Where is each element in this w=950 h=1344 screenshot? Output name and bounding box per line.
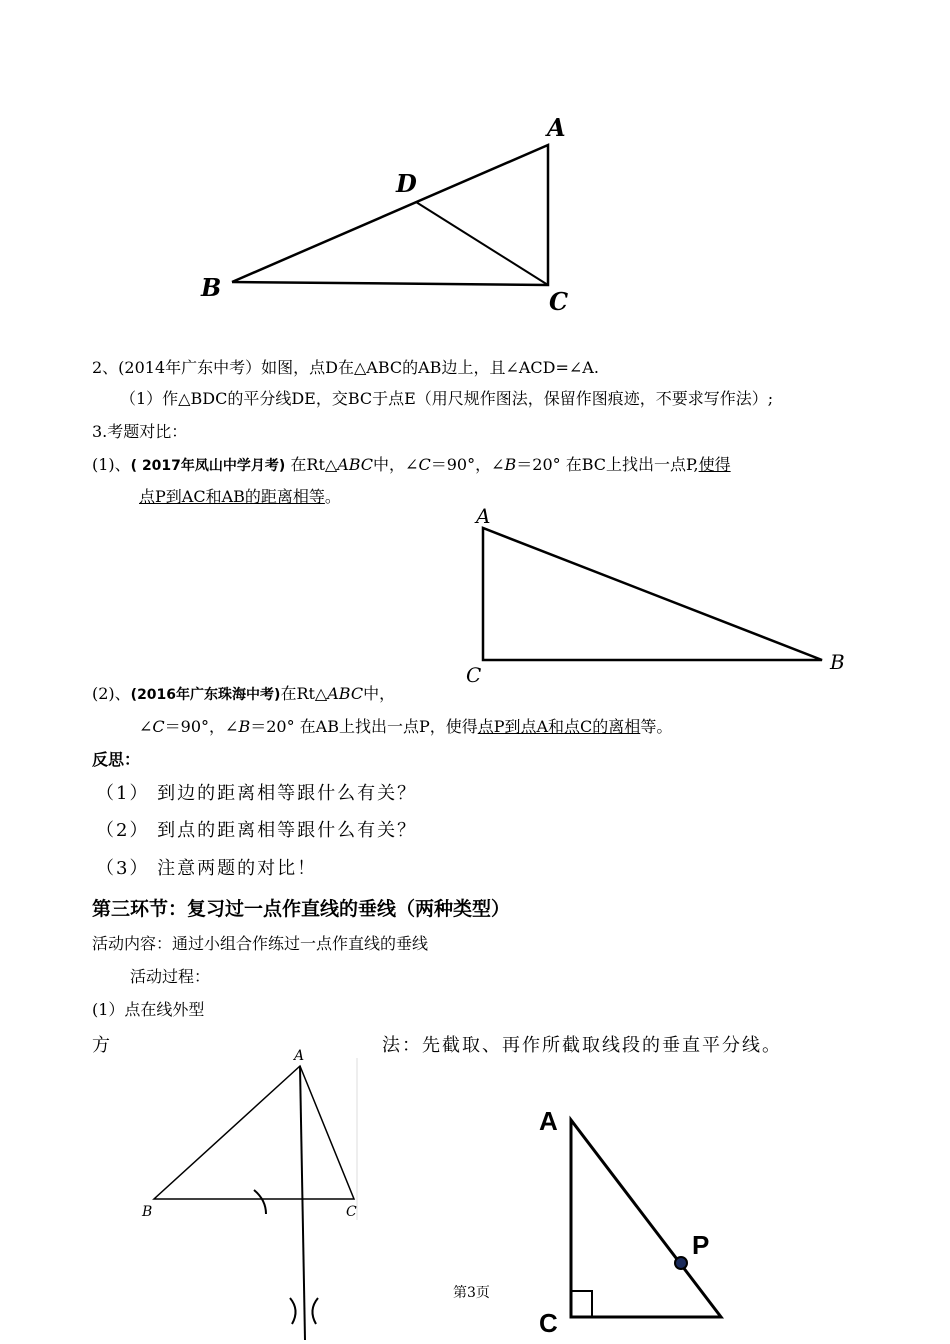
q3-p2-mid1: 在Rt△ xyxy=(280,684,328,703)
q3-p2-l2d: 等。 xyxy=(640,717,673,736)
label-a5: A xyxy=(539,1106,558,1136)
q3-p2-underline: 点P到点A和点C的离相 xyxy=(477,717,641,736)
label-c4: C xyxy=(346,1204,357,1220)
label-a: A xyxy=(547,113,566,142)
label-p5: P xyxy=(692,1230,710,1260)
activity-process: 活动过程： xyxy=(130,967,211,986)
q3-p1-underline2: 点P到AC和AB的距离相等 xyxy=(139,487,325,506)
label-c5: C xyxy=(539,1308,558,1338)
label-a2: A xyxy=(476,504,491,528)
reflect-item-2: （2） 到点的距离相等跟什么有关？ xyxy=(96,820,418,841)
right-angle-mark xyxy=(571,1291,592,1317)
q3-p2-b: B xyxy=(238,717,251,736)
reflect-item-1: （1） 到边的距离相等跟什么有关？ xyxy=(96,783,418,804)
q3-p1-abc: ABC xyxy=(337,455,374,474)
method-right: 法：先截取、再作所截取线段的垂直平分线。 xyxy=(382,1035,782,1056)
label-c2: C xyxy=(466,663,482,687)
label-b: B xyxy=(201,273,222,302)
q3-p1-mid2: 中，∠ xyxy=(373,455,419,474)
q3-p2-source: (2016年广东珠海中考) xyxy=(130,687,281,703)
label-b4: B xyxy=(142,1204,153,1220)
q3-p2-l2a: ∠ xyxy=(139,717,153,736)
section3-title: 第三环节：复习过一点作直线的垂线（两种类型） xyxy=(92,898,511,920)
method-left: 方 xyxy=(92,1035,112,1056)
q3-p2-l2b: ＝90°，∠ xyxy=(164,717,239,736)
triangle-acp-lines xyxy=(571,1120,721,1317)
q3-title: 3.考题对比： xyxy=(92,422,188,441)
q3-p2-abc: ABC xyxy=(327,684,364,703)
reflect-item-3: （3） 注意两题的对比！ xyxy=(96,858,318,879)
type1-title: (1）点在线外型 xyxy=(92,1000,205,1019)
label-c: C xyxy=(549,287,569,316)
q2-part1: （1）作△BDC的平分线DE，交BC于点E（用尺规作图法，保留作图痕迹，不要求写作法）; xyxy=(120,389,774,408)
q3-p2-c: C xyxy=(152,717,165,736)
point-p xyxy=(675,1257,687,1269)
q3-p1-mid1: 在Rt△ xyxy=(285,455,338,474)
label-a4: A xyxy=(294,1048,305,1064)
page-footer: 第3页 xyxy=(453,1285,490,1301)
label-b2: B xyxy=(830,650,845,674)
q3-p1-end: 。 xyxy=(324,487,341,506)
q3-p2-prefix: (2)、 xyxy=(92,684,131,703)
q3-p1-source: ( 2017年凤山中学月考) xyxy=(130,458,286,474)
q3-p1-c: C xyxy=(418,455,431,474)
q3-p1-prefix: (1)、 xyxy=(92,455,131,474)
q3-p1-b: B xyxy=(504,455,517,474)
q3-p2-mid2: 中， xyxy=(363,684,396,703)
reflect-title: 反思： xyxy=(92,750,141,769)
q3-p1-underline1: 使得 xyxy=(698,455,731,474)
activity-content: 活动内容：通过小组合作练过一点作直线的垂线 xyxy=(92,934,429,953)
q3-p1-mid4: ＝20° 在BC上找出一点P, xyxy=(516,455,699,474)
q3-p1-mid3: ＝90°，∠ xyxy=(430,455,505,474)
q2-title: 2、(2014年广东中考）如图，点D在△ABC的AB边上，且∠ACD=∠A. xyxy=(92,358,599,377)
label-d: D xyxy=(396,169,417,198)
q3-p2-l2c: ＝20° 在AB上找出一点P，使得 xyxy=(250,717,478,736)
